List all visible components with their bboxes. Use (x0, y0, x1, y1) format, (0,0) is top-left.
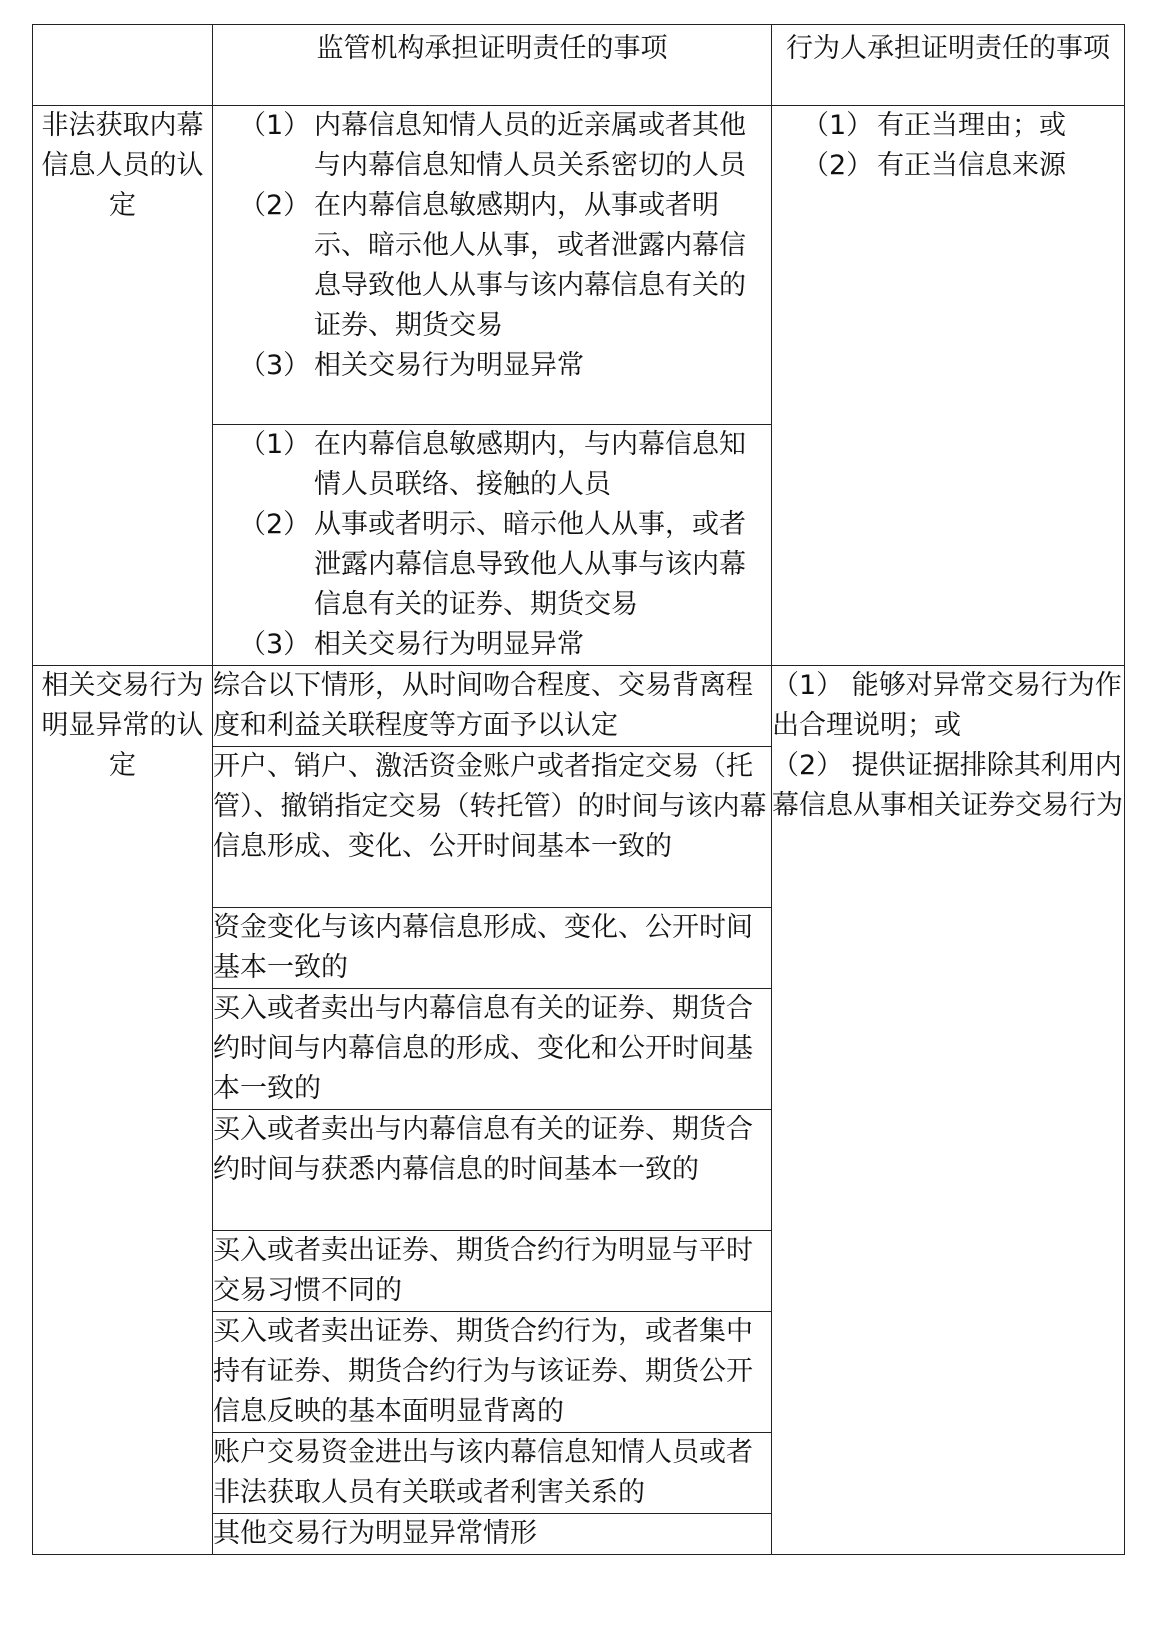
list-item: （1） 有正当理由；或 (802, 110, 1066, 141)
header-actor-cell (772, 25, 1125, 106)
list-item: （2） 有正当信息来源 (802, 150, 1066, 181)
table-row: 其他交易行为明显异常情形 (213, 1514, 772, 1555)
list-item: （1） 在内幕信息敏感期内，与内幕信息知情人员联络、接触的人员 (239, 429, 746, 500)
section2-label: 相关交易行为明显异常的认定 (41, 670, 204, 781)
section2-row-0 (33, 666, 1125, 747)
section2-actor-line-2: （2） 提供证据排除其利用内幕信息从事相关证券交易行为 (772, 750, 1123, 821)
header-regulator-cell (213, 25, 772, 106)
table-row: 买入或者卖出证券、期货合约行为明显与平时交易习惯不同的 (213, 1231, 772, 1312)
list-item: （3） 相关交易行为明显异常 (239, 350, 584, 381)
table-row: 买入或者卖出与内幕信息有关的证券、期货合约时间与内幕信息的形成、变化和公开时间基本一致的 (213, 989, 772, 1110)
table-row: 账户交易资金进出与该内幕信息知情人员或者非法获取人员有关联或者利害关系的 (213, 1433, 772, 1514)
table-row: 买入或者卖出与内幕信息有关的证券、期货合约时间与获悉内幕信息的时间基本一致的 (213, 1110, 772, 1231)
section2-label-cell (33, 666, 213, 1555)
section1-actor-cell (772, 106, 1125, 666)
header-actor-label: 行为人承担证明责任的事项 (786, 33, 1110, 64)
section1-label: 非法获取内幕信息人员的认定 (41, 110, 204, 221)
table-row: 综合以下情形，从时间吻合程度、交易背离程度和利益关联程度等方面予以认定 (213, 666, 772, 747)
list-item: （1） 内幕信息知情人员的近亲属或者其他与内幕信息知情人员关系密切的人员 (239, 110, 746, 181)
section1-group-b-cell (213, 425, 772, 666)
section1-group-b-list (213, 425, 771, 665)
section2-actor-cell (772, 666, 1125, 1555)
header-empty-cell (33, 25, 213, 106)
section1-group-a-list (213, 106, 771, 386)
list-item: （3） 相关交易行为明显异常 (239, 629, 584, 660)
section1-group-a-row (33, 106, 1125, 425)
list-item: （2） 在内幕信息敏感期内，从事或者明示、暗示他人从事，或者泄露内幕信息导致他人从事与该内幕信息有关的证券、期货交易 (239, 190, 746, 341)
header-regulator-label: 监管机构承担证明责任的事项 (316, 33, 668, 64)
table-row: 资金变化与该内幕信息形成、变化、公开时间基本一致的 (213, 908, 772, 989)
list-item: （2） 从事或者明示、暗示他人从事，或者泄露内幕信息导致他人从事与该内幕信息有关的证券、期货交易 (239, 509, 746, 620)
table-row: 开户、销户、激活资金账户或者指定交易（托管）、撤销指定交易（转托管）的时间与该内幕信息形成、变化、公开时间基本一致的 (213, 747, 772, 908)
table-row: 买入或者卖出证券、期货合约行为，或者集中持有证券、期货合约行为与该证券、期货公开信息反映的基本面明显背离的 (213, 1312, 772, 1433)
burden-of-proof-table (32, 24, 1125, 1555)
section1-actor-list (772, 106, 1124, 186)
section2-actor-line-1: （1） 能够对异常交易行为作出合理说明；或 (772, 670, 1122, 741)
section1-label-cell (33, 106, 213, 666)
header-row (33, 25, 1125, 106)
section1-group-a-cell (213, 106, 772, 425)
